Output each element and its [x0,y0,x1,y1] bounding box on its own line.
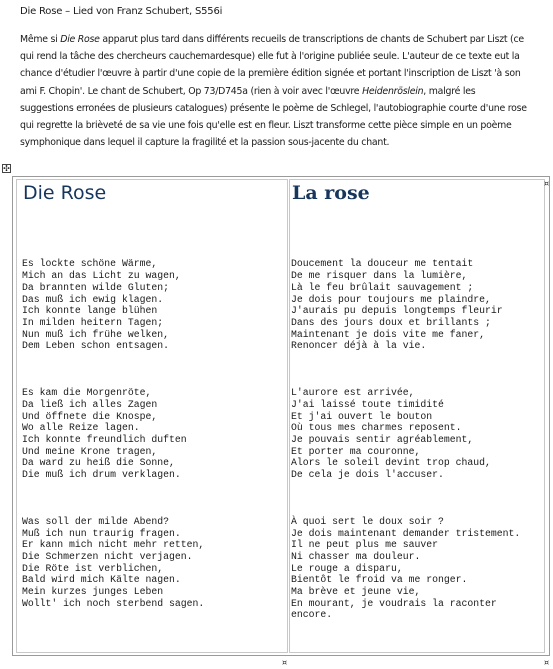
cell-end-mark-icon: ¤ [544,179,550,188]
french-stanza-1: Doucement la douceur me tentait De me risquer dans la lumière, Là le feu brûlait sauvagement ; Je dois pour toujours me plaindre, J'aurais pu depuis longtemps fleurir Dans des jours doux et brillants ; Maintenant je dois vite me faner, Renoncer déjà à la vie. [291,258,503,352]
four-arrows-icon[interactable]: ✣ [3,164,10,173]
intro-title-die-rose: Die Rose [60,34,100,45]
intro-text-middle: apparut plus tard dans différents recueils de transcriptions de chants de Schubert par Liszt (ce qui rend la tâche des chercheurs cauchemardesque) elle fut à l'origine publiée seule. L'auteur de ce texte eut la chance d'étudier l'œuvre à partir d'une copie de la première édition signée et portant l'inscription de Liszt 'à son ami F. Chopin'. Le chant de Schubert, Op 73/D745a (rien à voir avec l'œuvre [20,34,524,97]
poem-table [12,176,550,656]
german-heading: Die Rose [23,182,107,204]
intro-paragraph [20,31,530,151]
german-stanza-2: Es kam die Morgenröte, Da ließ ich alles Zagen Und öffnete die Knospe, Wo alle Reize lagen. Ich konnte freundlich duften Und meine Krone tragen, Da ward zu heiß die Sonne, Die muß ich drum verklagen. [22,387,187,481]
french-stanza-3: À quoi sert le doux soir ? Je dois maintenant demander tristement. Il ne peut plus me sauver Ni chasser ma douleur. Le rouge a disparu, Bientôt le froid va me ronger. Ma brève et jeune vie, En mourant, je voudrais la raconter encore. [291,515,521,621]
german-stanza-1: Es lockte schöne Wärme, Mich an das Licht zu wagen, Da brannten wilde Gluten; Das muß ich ewig klagen. Ich konnte lange blühen In milden heitern Tagen; Nun muß ich frühe welken, Dem Leben schon entsagen. [22,258,181,352]
german-poem [22,235,204,633]
left-cell-end-mark-icon: ¤ [282,658,288,667]
document-title: Die Rose – Lied von Franz Schubert, S556i [20,6,223,17]
french-stanza-2: L'aurore est arrivée, J'ai laissé toute timidité Et j'ai ouvert le bouton Où tous mes charmes reposent. Je pouvais sentir agréablement, Et porter ma couronne, Alors le soleil devint trop chaud, De cela je dois l'accuser. [291,387,491,481]
french-poem [291,235,520,645]
intro-text-after: , malgré les suggestions erronées de plusieurs catalogues) présente le poème de Schlegel, l'autobiographie courte d'une rose qui regrette la brièveté de sa vie une fois qu'elle est en fleur. Liszt transforme cette pièce simple en un poème symphonique dans lequel il capture la fragilité et la passion sous-jacente du chant. [20,85,527,149]
german-stanza-3: Was soll der milde Abend? Muß ich nun traurig fragen. Er kann mich nicht mehr retten, Die Schmerzen nicht verjagen. Die Röte ist verblichen, Bald wird mich Kälte nagen. Mein kurzes junges Leben Wollt' ich noch sterbend sagen. [22,515,205,609]
french-heading: La rose [292,182,370,204]
poem-column-german[interactable] [16,179,288,653]
intro-text-before: Même si [20,34,61,45]
poem-column-french[interactable] [289,179,545,653]
intro-title-heidenroslein: Heidenröslein [362,85,424,97]
row-end-mark-icon: ¤ [544,658,550,667]
